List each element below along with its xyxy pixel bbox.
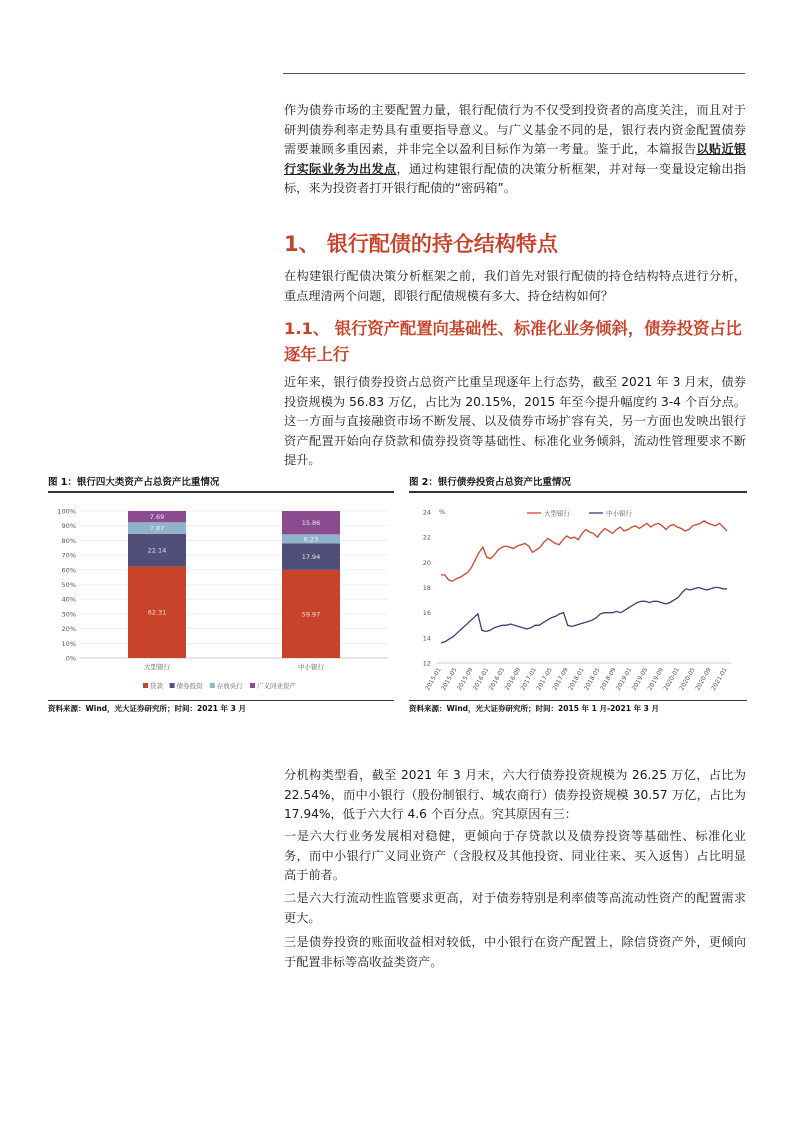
data-label: 62.31 [147, 608, 167, 617]
x-tick-label: 2016-05 [487, 666, 507, 692]
emphasis-text: 以贴近银行实际业务为出发点 [284, 142, 747, 176]
legend-label: 存放央行 [216, 682, 243, 690]
y-tick-label: 24 [422, 508, 431, 517]
y-tick-label: 50% [61, 581, 76, 589]
x-tick-label: 2017-01 [519, 666, 539, 692]
data-label: 15.86 [301, 519, 321, 528]
figure-1-source: 资料来源：Wind，光大证券研究所；时间：2021 年 3 月 [48, 704, 246, 713]
x-tick-label: 2019-05 [630, 666, 650, 692]
y-tick-label: 40% [61, 595, 76, 604]
intro-paragraph: 作为债券市场的主要配置力量，银行配债行为不仅受到投资者的高度关注，而且对于研判债券利率走势具有重要指导意义。与广义基金不同的是，银行表内资金配置债券需要兼顾多重因素，并非完全以盈利目标作为第一考量。鉴于此，本篇报告以贴近银行实际业务为出发点，通过构建银行配债的决策分析框架，并对每一变量设定输出指标，来为投资者打开银行配债的“密码箱”。 [284, 103, 747, 195]
y-tick-label: 20 [422, 558, 431, 567]
figure-2-bottom-rule [409, 700, 747, 701]
x-tick-label: 2020-05 [678, 666, 697, 692]
y-tick-label: 60% [61, 566, 76, 575]
figure-1-chart [48, 495, 394, 700]
section-1-paragraph: 在构建银行配债决策分析框架之前，我们首先对银行配债的持仓结构特点进行分析，重点理清两个问题，即银行配债规模有多大、持仓结构如何？ [284, 269, 746, 303]
y-tick-label: 18 [422, 584, 431, 592]
x-tick-label: 2018-05 [583, 666, 602, 692]
header-rule [283, 73, 745, 74]
y-tick-label: 22 [422, 533, 431, 542]
data-label: 7.69 [149, 513, 165, 522]
section-1-1-title: 1.1、 银行资产配置向基础性、标准化业务倾斜，债券投资占比逐年上行 [284, 319, 742, 364]
data-label: 17.94 [301, 553, 321, 562]
x-tick-label: 2016-09 [503, 666, 523, 692]
y-tick-label: 30% [61, 610, 76, 619]
reason-1-paragraph: 一是六大行业务发展相对稳健，更倾向于存贷款以及债券投资等基础性、标准化业务，而中小银行广义同业资产（含股权及其他投资、同业往来、买入返售）占比明显高于前者。 [284, 829, 746, 882]
data-label: 7.87 [149, 524, 165, 533]
institution-paragraph: 分机构类型看，截至 2021 年 3 月末，六大行债券投资规模为 26.25 万亿，占比为 22.54%，而中小银行（股份制银行、城农商行）债券投资规模 30.57 万亿，占比为 17.94%，低于六大行 4.6 个百分点。究其原因有三： [284, 768, 746, 821]
x-tick-label: 2020-09 [694, 666, 713, 692]
unit-label: % [439, 508, 446, 516]
legend-swatch [250, 683, 255, 688]
figure-2-top-rule [409, 491, 747, 493]
y-tick-label: 12 [422, 659, 431, 668]
x-tick-label: 2015-01 [424, 666, 443, 692]
x-tick-label: 2020-01 [662, 666, 682, 692]
y-tick-label: 90% [61, 522, 76, 531]
x-tick-label: 中小银行 [298, 663, 324, 671]
figure-2-chart [409, 495, 747, 700]
data-label: 22.14 [147, 546, 167, 555]
y-tick-label: 16 [422, 609, 431, 618]
legend-label: 贷款 [150, 682, 163, 690]
legend-label: 债券投资 [176, 682, 203, 690]
legend-label: 大型银行 [544, 509, 570, 518]
x-tick-label: 2018-09 [598, 666, 618, 692]
y-tick-label: 20% [61, 625, 76, 634]
y-tick-label: 14 [422, 634, 431, 643]
x-tick-label: 2016-01 [471, 666, 491, 692]
data-label: 6.23 [303, 535, 319, 544]
figure-2-source: 资料来源：Wind，光大证券研究所；时间：2015 年 1 月-2021 年 3 月 [409, 704, 660, 713]
legend-swatch [210, 683, 215, 688]
x-tick-label: 2019-09 [646, 666, 666, 692]
x-tick-label: 2017-09 [551, 666, 570, 692]
legend-label: 中小银行 [606, 509, 632, 518]
x-tick-label: 2015-05 [440, 666, 459, 692]
x-tick-label: 2018-01 [567, 666, 586, 692]
y-tick-label: 70% [61, 551, 76, 560]
legend-label: 广义同业资产 [257, 682, 296, 690]
section-1-title: 1、 银行配债的持仓结构特点 [284, 232, 558, 256]
y-tick-label: 10% [61, 639, 76, 648]
figure-1-top-rule [48, 491, 394, 493]
figure-2-title: 图 2：银行债券投资占总资产比重情况 [409, 477, 571, 488]
x-tick-label: 2015-09 [455, 666, 475, 692]
legend-swatch [143, 683, 148, 688]
series-line [441, 588, 727, 643]
reason-2-paragraph: 二是六大行流动性监管要求更高，对于债券特别是利率债等高流动性资产的配置需求更大。 [284, 891, 746, 925]
figure-1-bottom-rule [48, 700, 394, 701]
section-1-1-paragraph: 近年来，银行债券投资占总资产比重呈现逐年上行态势，截至 2021 年 3 月末，债券投资规模为 56.83 万亿，占比为 20.15%，2015 年至今提升幅度约 3-4 个百分点。这一方面与直接融资市场不断发展、以及债券市场扩容有关，另一方面也发映出银行资产配置开始向存贷款和债券投资等基础性、标准化业务倾斜，流动性管理要求不断提升。 [284, 375, 746, 467]
data-label: 59.97 [301, 610, 321, 619]
y-tick-label: 100% [57, 507, 76, 516]
figure-1-title: 图 1：银行四大类资产占总资产比重情况 [48, 477, 220, 488]
x-tick-label: 2019-01 [614, 666, 634, 692]
x-tick-label: 2021-01 [710, 666, 729, 692]
y-tick-label: 0% [65, 654, 76, 663]
reason-3-paragraph: 三是债券投资的账面收益相对较低，中小银行在资产配置上，除信贷资产外，更倾向于配置非标等高收益类资产。 [284, 935, 746, 969]
legend-swatch [170, 683, 175, 688]
y-tick-label: 80% [61, 536, 76, 545]
x-tick-label: 2017-05 [535, 666, 554, 692]
x-tick-label: 大型银行 [144, 663, 170, 671]
series-line [441, 521, 727, 581]
